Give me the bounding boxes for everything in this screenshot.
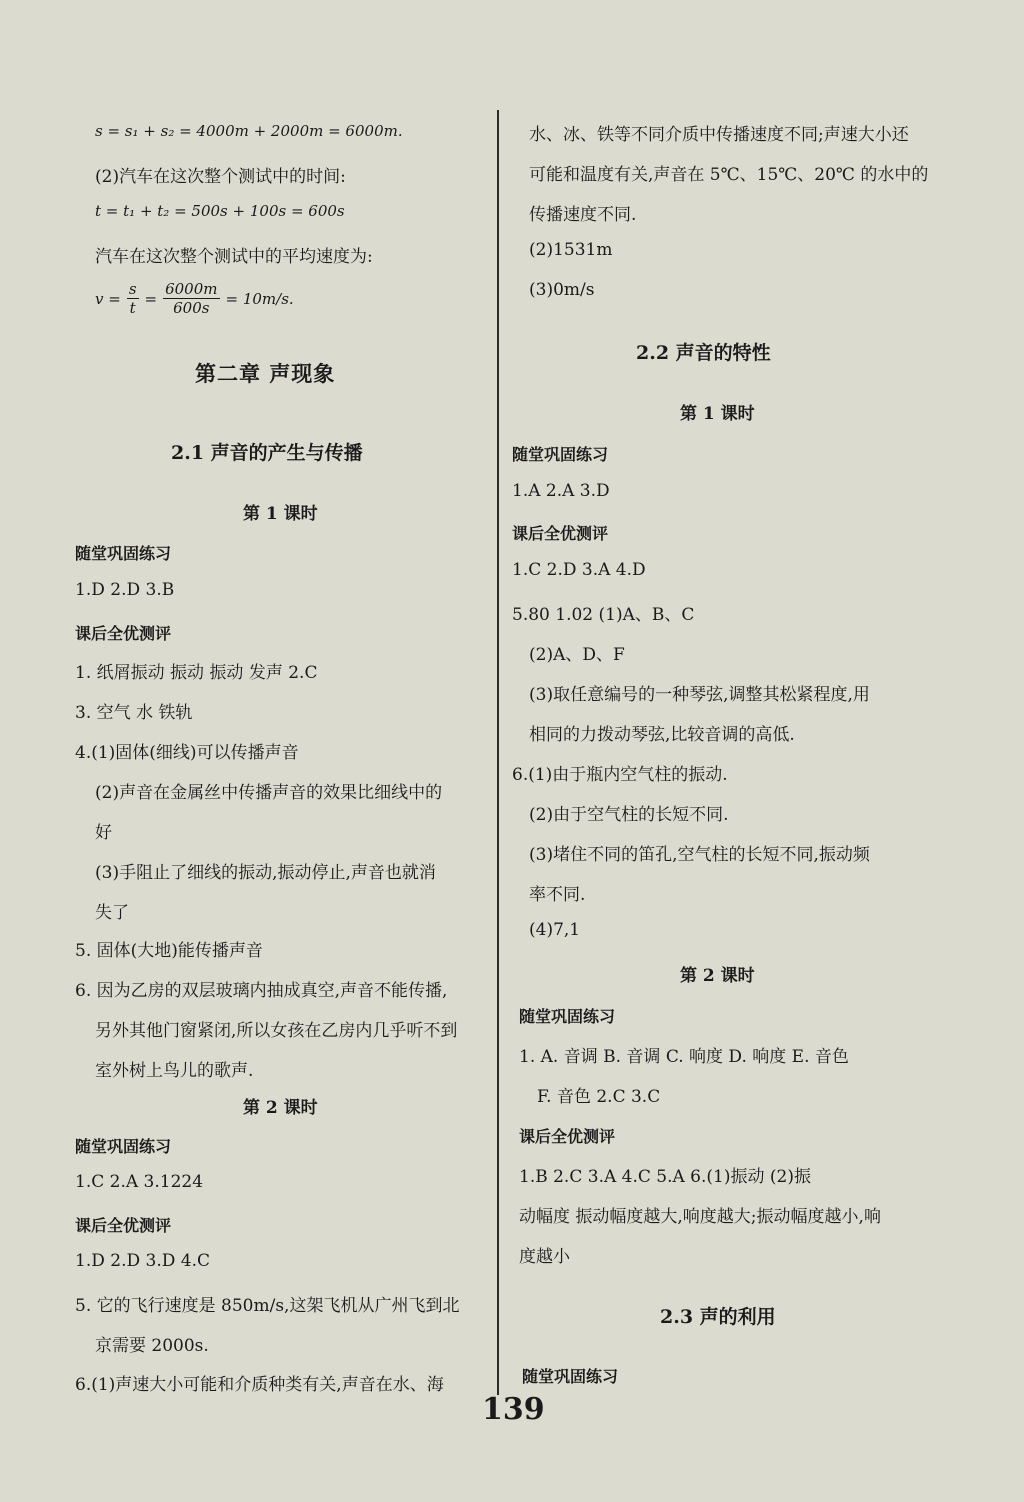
fraction-values [163, 280, 219, 317]
lesson-title: 第 1 课时 [680, 404, 755, 424]
answer-line: 5. 固体(大地)能传播声音 [75, 941, 263, 961]
answer-line: 5. 它的飞行速度是 850m/s,这架飞机从广州飞到北 [75, 1296, 460, 1316]
subsection-heading: 随堂巩固练习 [519, 1007, 616, 1026]
section-title: 2.3 声的利用 [660, 1306, 776, 1328]
answer-line: 失了 [95, 903, 129, 923]
answer-line: 4.(1)固体(细线)可以传播声音 [75, 743, 299, 763]
fraction-denominator: t [129, 299, 136, 317]
lesson-title: 第 1 课时 [243, 504, 318, 524]
answer-line: (2)A、D、F [529, 645, 625, 665]
answer-line: 1.B 2.C 3.A 4.C 5.A 6.(1)振动 (2)振 [519, 1167, 811, 1187]
answer-line: 室外树上鸟儿的歌声. [95, 1061, 254, 1081]
answer-line: 好 [95, 823, 112, 843]
answer-line: 1. A. 音调 B. 音调 C. 响度 D. 响度 E. 音色 [519, 1047, 849, 1067]
answer-line: 6.(1)声速大小可能和介质种类有关,声音在水、海 [75, 1375, 444, 1395]
lesson-title: 第 2 课时 [243, 1098, 318, 1118]
answer-line: 度越小 [519, 1247, 570, 1267]
answer-line: 1.D 2.D 3.D 4.C [75, 1251, 210, 1271]
subsection-heading: 随堂巩固练习 [75, 1137, 172, 1156]
subsection-heading: 随堂巩固练习 [75, 544, 172, 563]
column-divider [497, 110, 499, 1395]
answer-line: (3)取任意编号的一种琴弦,调整其松紧程度,用 [529, 685, 870, 705]
answer-line: 1.D 2.D 3.B [75, 580, 175, 600]
equation-distance: s = s₁ + s₂ = 4000m + 2000m = 6000m. [95, 122, 403, 140]
answer-line: (4)7,1 [529, 920, 581, 940]
section-title: 2.2 声音的特性 [636, 342, 771, 364]
answer-line: 另外其他门窗紧闭,所以女孩在乙房内几乎听不到 [95, 1021, 458, 1041]
answer-line: 6.(1)由于瓶内空气柱的振动. [512, 765, 728, 785]
fraction-numerator: 6000m [165, 280, 218, 298]
answer-line: (2)声音在金属丝中传播声音的效果比细线中的 [95, 783, 443, 803]
velocity-rhs: = 10m/s. [225, 289, 294, 308]
answer-line: 动幅度 振动幅度越大,响度越大;振动幅度越小,响 [519, 1207, 881, 1227]
answer-line: 1.C 2.A 3.1224 [75, 1172, 204, 1192]
answer-line: (2)由于空气柱的长短不同. [529, 805, 729, 825]
answer-line: 1.C 2.D 3.A 4.D [512, 560, 646, 580]
chapter-title: 第二章 声现象 [195, 361, 336, 386]
equation-velocity [95, 280, 294, 317]
subsection-heading: 课后全优测评 [75, 624, 172, 643]
text-line: 汽车在这次整个测试中的平均速度为: [95, 247, 373, 267]
lesson-title: 第 2 课时 [680, 966, 755, 986]
velocity-lhs: v = [95, 289, 121, 308]
answer-line: 3. 空气 水 铁轨 [75, 703, 193, 723]
answer-line: 传播速度不同. [529, 205, 637, 225]
answer-line: 相同的力拨动琴弦,比较音调的高低. [529, 725, 795, 745]
subsection-heading: 课后全优测评 [519, 1127, 616, 1146]
subsection-heading: 随堂巩固练习 [522, 1367, 619, 1386]
answer-line: 水、冰、铁等不同介质中传播速度不同;声速大小还 [529, 125, 909, 145]
answer-line: 5.80 1.02 (1)A、B、C [512, 605, 695, 625]
subsection-heading: 随堂巩固练习 [512, 445, 609, 464]
answer-line: (3)手阻止了细线的振动,振动停止,声音也就消 [95, 863, 436, 883]
fraction-numerator: s [128, 280, 137, 298]
answer-line: (3)堵住不同的笛孔,空气柱的长短不同,振动频 [529, 845, 870, 865]
fraction-s-over-t [127, 280, 139, 317]
text-line: (2)汽车在这次整个测试中的时间: [95, 167, 346, 187]
subsection-heading: 课后全优测评 [75, 1216, 172, 1235]
answer-line: F. 音色 2.C 3.C [537, 1087, 661, 1107]
fraction-denominator: 600s [173, 299, 210, 317]
subsection-heading: 课后全优测评 [512, 524, 609, 543]
equation-time: t = t₁ + t₂ = 500s + 100s = 600s [95, 202, 345, 220]
equals-sign: = [144, 289, 158, 308]
answer-line: 京需要 2000s. [95, 1336, 209, 1356]
answer-line: (3)0m/s [529, 280, 595, 300]
answer-line: 率不同. [529, 885, 586, 905]
answer-line: 可能和温度有关,声音在 5℃、15℃、20℃ 的水中的 [529, 165, 929, 185]
answer-line: 1.A 2.A 3.D [512, 481, 610, 501]
answer-line: 6. 因为乙房的双层玻璃内抽成真空,声音不能传播, [75, 981, 448, 1001]
answer-line: 1. 纸屑振动 振动 振动 发声 2.C [75, 663, 318, 683]
answer-line: (2)1531m [529, 240, 613, 260]
page-number: 139 [482, 1392, 545, 1427]
section-title: 2.1 声音的产生与传播 [171, 442, 363, 464]
